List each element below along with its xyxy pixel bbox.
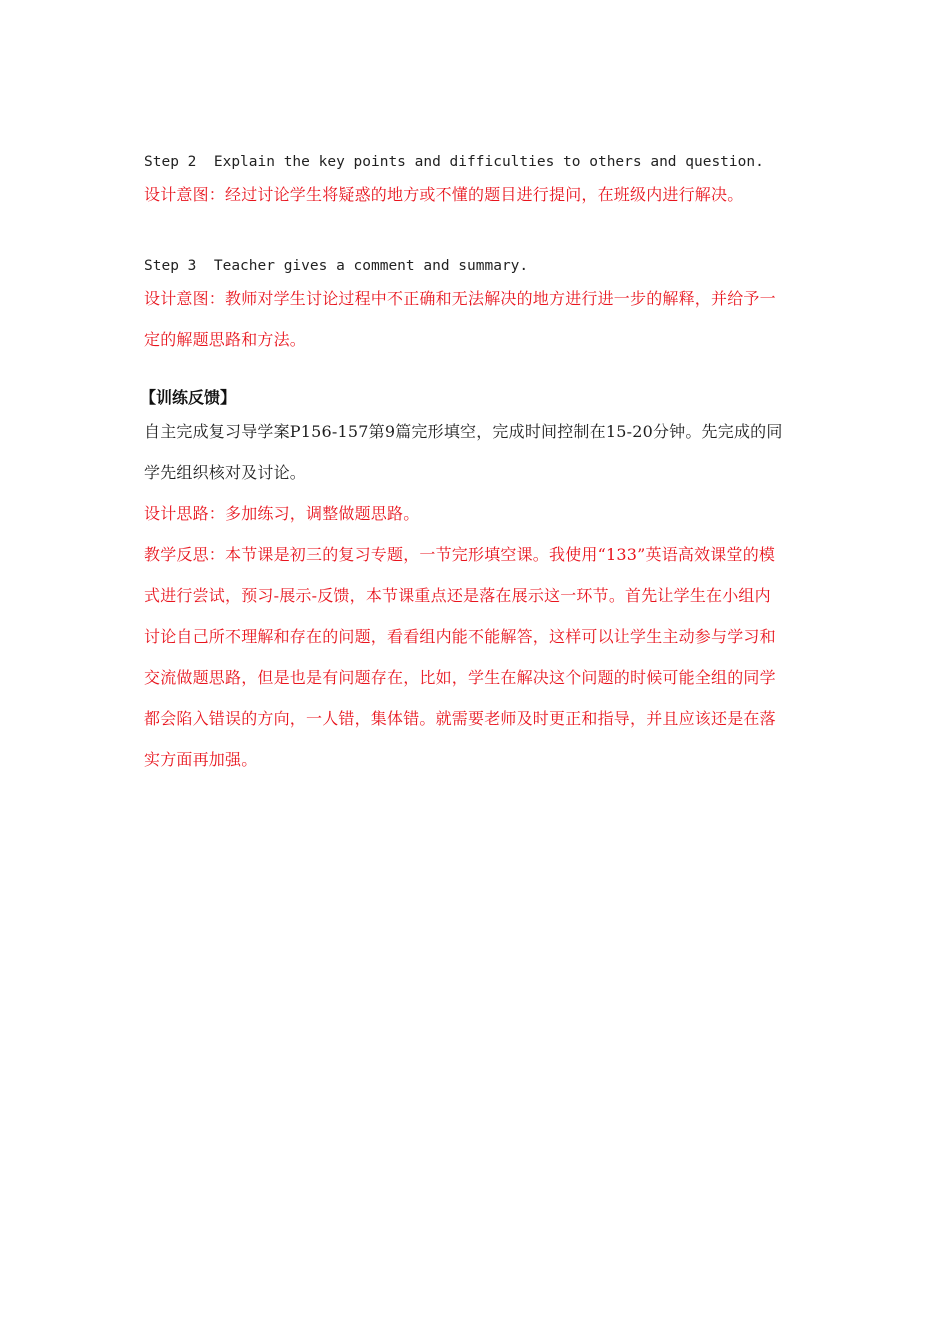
feedback-heading: 【训练反馈】 (140, 388, 237, 407)
feedback-task-line-2: 学先组织核对及讨论。 (144, 463, 307, 482)
step-3-design-intent-line-1: 设计意图：教师对学生讨论过程中不正确和无法解决的地方进行进一步的解释，并给予一 (144, 289, 776, 308)
step-3-label: Step 3 (144, 258, 197, 274)
spacer (144, 215, 808, 254)
reflection-line-4: 交流做题思路，但是也是有问题存在，比如，学生在解决这个问题的时候可能全组的同学 (144, 668, 776, 687)
step-2-line (144, 150, 808, 174)
spacer (144, 360, 808, 385)
step-3-design-intent-line-2: 定的解题思路和方法。 (144, 330, 307, 349)
step-2-text: Explain the key points and difficulties to others and question. (213, 154, 764, 170)
step-2-label: Step 2 (144, 154, 197, 170)
reflection-line-5: 都会陷入错误的方向，一人错，集体错。就需要老师及时更正和指导，并且应该还是在落 (144, 709, 776, 728)
step-3-text: Teacher gives a comment and summary. (213, 258, 529, 274)
step-3-line (144, 254, 808, 278)
feedback-task-line-1: 自主完成复习导学案P156-157第9篇完形填空，完成时间控制在15-20分钟。先完成的同 (144, 422, 783, 441)
design-idea: 设计思路：多加练习，调整做题思路。 (144, 504, 420, 523)
document-content (140, 150, 808, 780)
reflection-line-1: 教学反思：本节课是初三的复习专题，一节完形填空课。我使用“133”英语高效课堂的模 (144, 545, 776, 564)
reflection-line-2: 式进行尝试，预习-展示-反馈，本节课重点还是落在展示这一环节。首先让学生在小组内 (144, 586, 771, 605)
step-2-design-intent: 设计意图：经过讨论学生将疑惑的地方或不懂的题目进行提问，在班级内进行解决。 (144, 185, 744, 204)
reflection-line-3: 讨论自己所不理解和存在的问题，看看组内能不能解答，这样可以让学生主动参与学习和 (144, 627, 776, 646)
reflection-line-6: 实方面再加强。 (144, 750, 258, 769)
